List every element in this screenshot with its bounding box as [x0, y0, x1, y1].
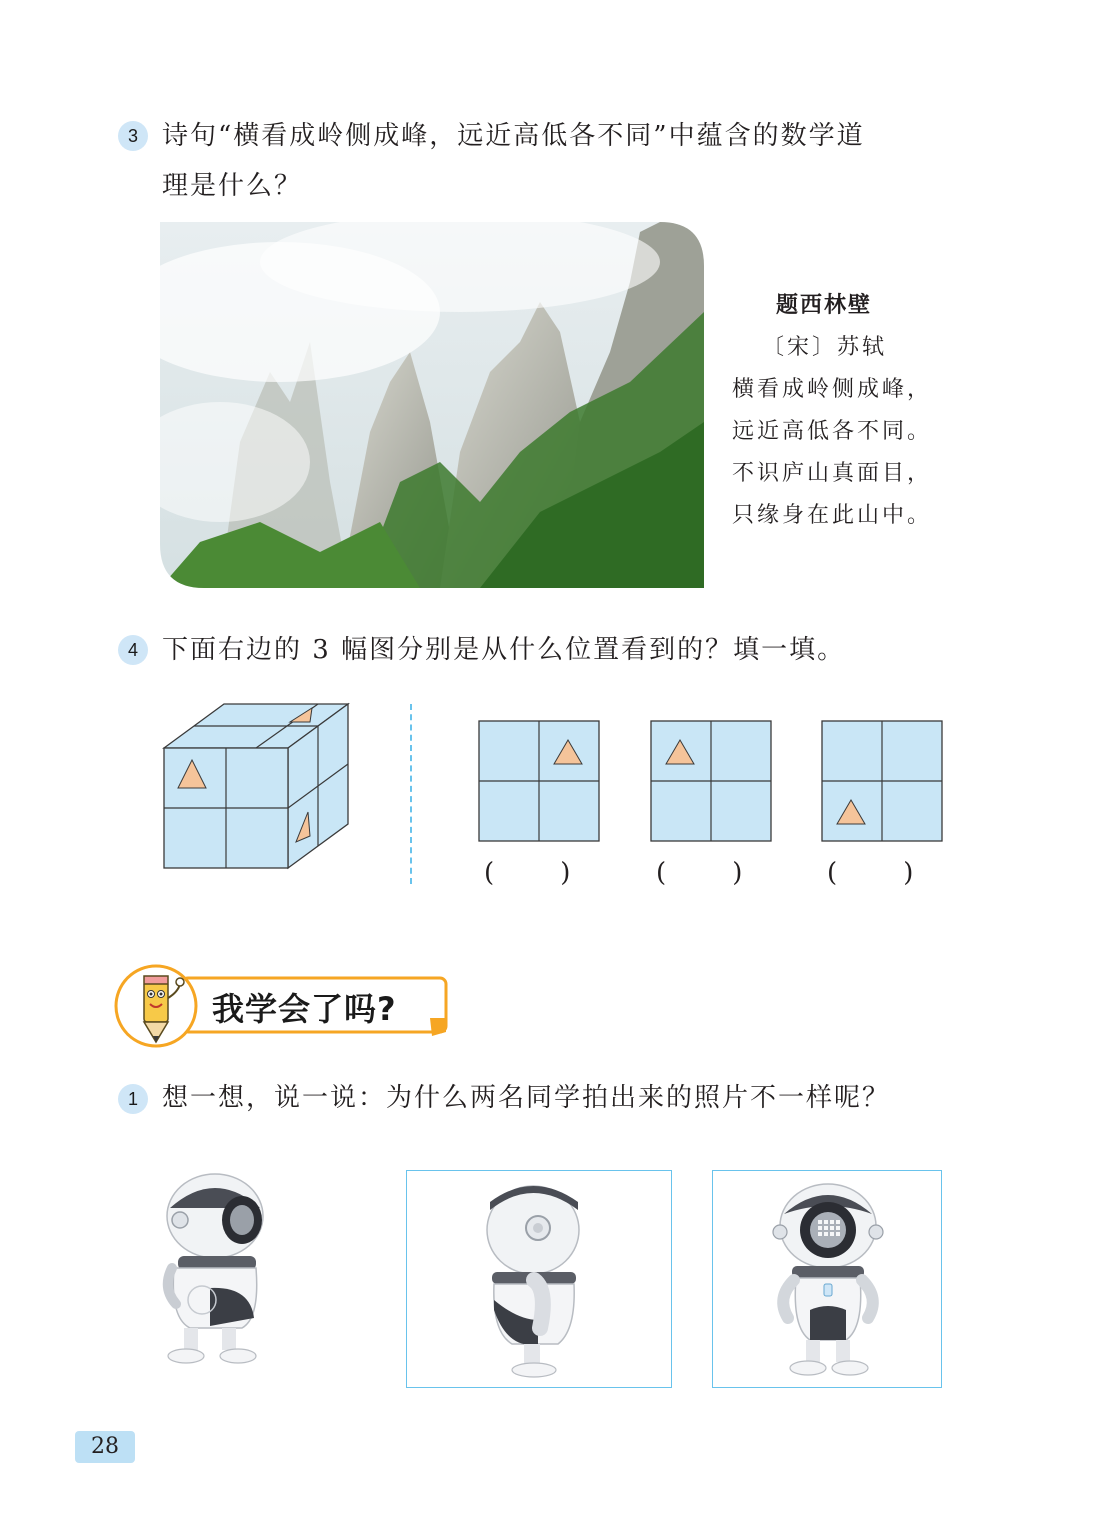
question-3-line-1: 诗句“横看成岭侧成峰，远近高低各不同”中蕴含的数学道 [162, 121, 865, 151]
page-number: 28 [75, 1431, 135, 1463]
poem-line: 不识庐山真面目， [732, 461, 933, 486]
poem-line: 只缘身在此山中。 [732, 503, 933, 528]
question-number-badge: 3 [118, 121, 148, 151]
answer-blank-2[interactable]: ( ) [656, 858, 743, 888]
section-title: 我学会了吗? [212, 990, 397, 1028]
view-grid-1 [478, 720, 600, 842]
question-1-text: 想一想，说一说：为什么两名同学拍出来的照片不一样呢？ [162, 1083, 891, 1113]
view-grid-2 [650, 720, 772, 842]
dashed-divider [410, 704, 412, 884]
cube-figure [160, 700, 352, 872]
poem-line: 远近高低各不同。 [732, 419, 933, 444]
question-number-badge: 1 [118, 1084, 148, 1114]
poem-line: 横看成岭侧成峰， [732, 377, 933, 402]
answer-blank-3[interactable]: ( ) [827, 858, 914, 888]
poem-author: 〔宋〕苏轼 [762, 335, 888, 360]
poem-title: 题西林壁 [776, 293, 873, 318]
question-3-line-2: 理是什么？ [162, 171, 303, 201]
question-number-badge: 4 [118, 635, 148, 665]
mountain-photo [160, 222, 704, 588]
answer-blank-1[interactable]: ( ) [484, 858, 571, 888]
robot-photo-angled [150, 1168, 280, 1368]
robot-photo-side [478, 1180, 588, 1380]
question-4-text: 下面右边的 3 幅图分别是从什么位置看到的？填一填。 [162, 635, 846, 665]
view-grid-3 [821, 720, 943, 842]
robot-photo-front [766, 1180, 890, 1380]
